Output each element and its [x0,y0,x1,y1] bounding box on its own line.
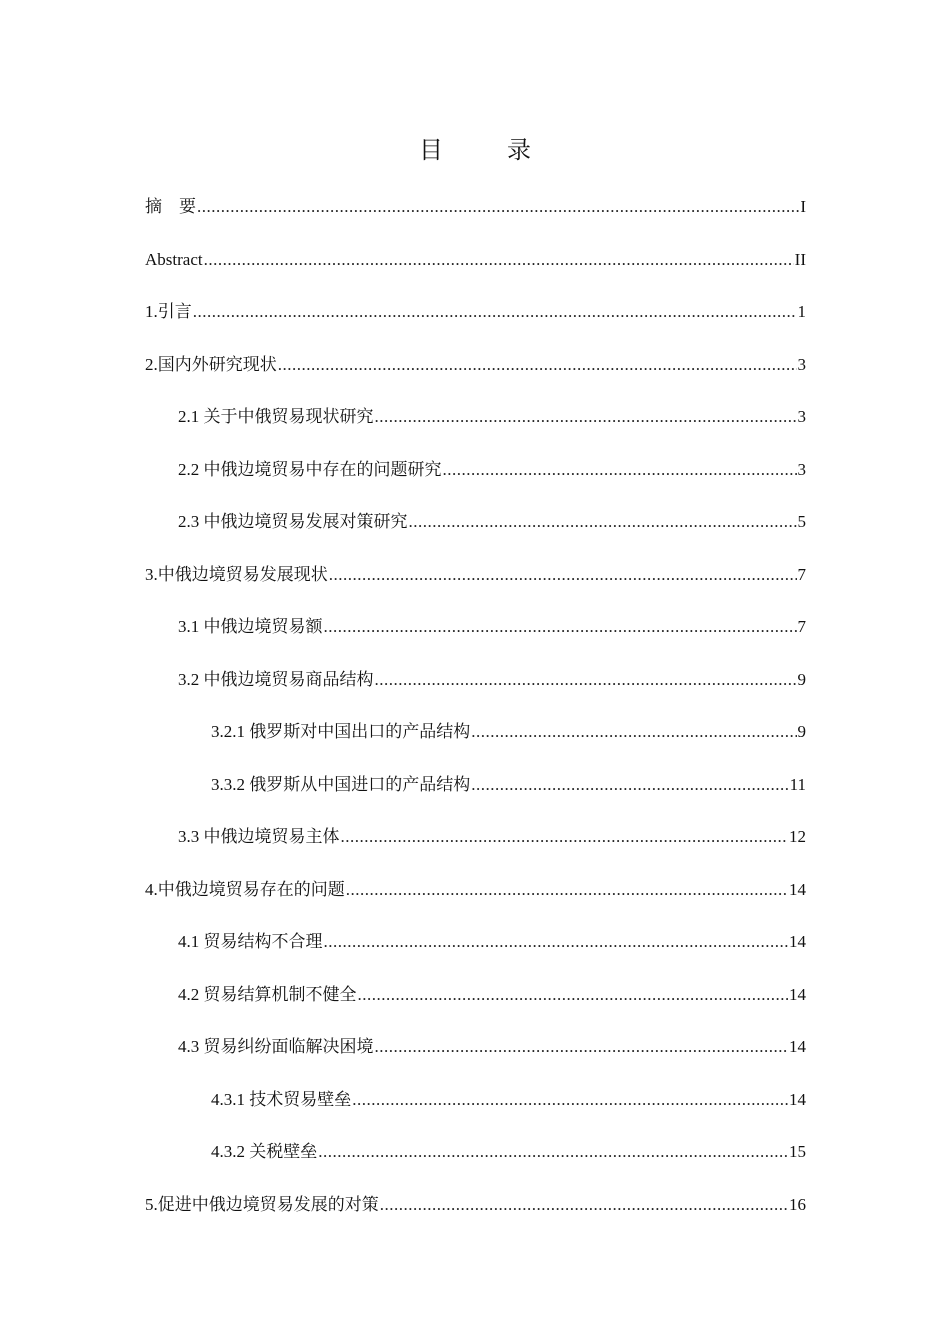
toc-entry-page-number: 14 [789,984,806,1004]
toc-entry-page-number: 14 [789,1037,806,1056]
toc-entry-label: Abstract [145,249,203,269]
toc-entry[interactable] [145,978,806,1031]
toc-entry[interactable] [145,558,806,611]
toc-leader-dots [375,663,797,697]
toc-entry-label: 3.中俄边境贸易发展现状 [145,564,328,584]
toc-leader-dots [443,453,797,487]
toc-entry[interactable] [145,453,806,506]
toc-entry-label: 3.2.1 俄罗斯对中国出口的产品结构 [211,722,471,741]
toc-entry-page-number: 3 [797,354,806,374]
toc-entry[interactable] [145,768,806,821]
toc-leader-dots [197,190,799,224]
toc-leader-dots [318,1135,788,1169]
toc-entry-label: 2.3 中俄边境贸易发展对策研究 [178,512,408,531]
toc-entry[interactable] [145,190,806,243]
toc-title: 目 录 [419,138,551,164]
toc-entry-page-number: 15 [789,1142,806,1161]
toc-leader-dots [341,820,789,854]
toc-entry-page-number: II [794,249,806,269]
toc-leader-dots [471,768,788,802]
toc-list [145,190,806,1240]
toc-leader-dots [193,295,797,329]
toc-entry-page-number: 1 [797,302,806,321]
toc-entry-label: 3.3 中俄边境贸易主体 [178,827,340,846]
toc-entry-page-number: 9 [797,722,806,741]
toc-entry[interactable] [145,873,806,926]
toc-entry-page-number: 3 [797,407,806,426]
toc-entry[interactable] [145,348,806,401]
toc-leader-dots [278,348,797,382]
toc-entry[interactable] [145,820,806,873]
toc-entry-label: 4.3.1 技术贸易壁垒 [211,1089,352,1109]
toc-entry-page-number: 16 [789,1194,806,1214]
toc-entry-page-number: 7 [797,564,806,584]
toc-entry-label: 2.国内外研究现状 [145,354,277,374]
toc-entry-page-number: 14 [789,932,806,951]
toc-entry[interactable] [145,1188,806,1241]
toc-leader-dots [375,1030,789,1064]
toc-leader-dots [346,873,788,907]
toc-entry-page-number: 11 [789,774,806,794]
toc-leader-dots [352,1083,788,1117]
toc-entry-label: 4.2 贸易结算机制不健全 [178,984,357,1004]
toc-entry[interactable] [145,715,806,768]
toc-entry-label: 2.1 关于中俄贸易现状研究 [178,407,374,426]
toc-leader-dots [380,1188,788,1222]
toc-entry[interactable] [145,925,806,978]
toc-entry[interactable] [145,610,806,663]
toc-entry-label: 摘 要 [145,197,196,216]
toc-leader-dots [358,978,789,1012]
toc-entry-label: 3.2 中俄边境贸易商品结构 [178,669,374,689]
toc-entry[interactable] [145,1135,806,1188]
toc-entry[interactable] [145,1030,806,1083]
toc-entry-label: 4.3.2 关税壁垒 [211,1142,318,1161]
toc-entry-label: 4.1 贸易结构不合理 [178,932,323,951]
toc-entry-label: 3.1 中俄边境贸易额 [178,617,323,636]
toc-entry-page-number: I [800,197,806,216]
toc-leader-dots [375,400,797,434]
toc-entry[interactable] [145,243,806,296]
toc-leader-dots [324,610,797,644]
toc-entry-page-number: 14 [789,879,806,899]
toc-entry[interactable] [145,295,806,348]
toc-entry[interactable] [145,663,806,716]
toc-entry-label: 3.3.2 俄罗斯从中国进口的产品结构 [211,774,471,794]
toc-entry-page-number: 7 [797,617,806,636]
toc-entry-label: 1.引言 [145,302,192,321]
toc-entry[interactable] [145,400,806,453]
toc-leader-dots [324,925,789,959]
toc-entry-page-number: 14 [789,1089,806,1109]
toc-entry-page-number: 3 [797,459,806,479]
toc-entry-label: 4.3 贸易纠纷面临解决困境 [178,1037,374,1056]
toc-entry-label: 5.促进中俄边境贸易发展的对策 [145,1194,379,1214]
toc-leader-dots [409,505,797,539]
toc-leader-dots [471,715,796,749]
toc-entry-label: 4.中俄边境贸易存在的问题 [145,879,345,899]
toc-entry[interactable] [145,1083,806,1136]
toc-entry-page-number: 5 [797,512,806,531]
toc-leader-dots [329,558,797,592]
toc-entry-page-number: 12 [789,827,806,846]
toc-leader-dots [204,243,794,277]
toc-entry-label: 2.2 中俄边境贸易中存在的问题研究 [178,459,442,479]
toc-entry-page-number: 9 [797,669,806,689]
toc-entry[interactable] [145,505,806,558]
